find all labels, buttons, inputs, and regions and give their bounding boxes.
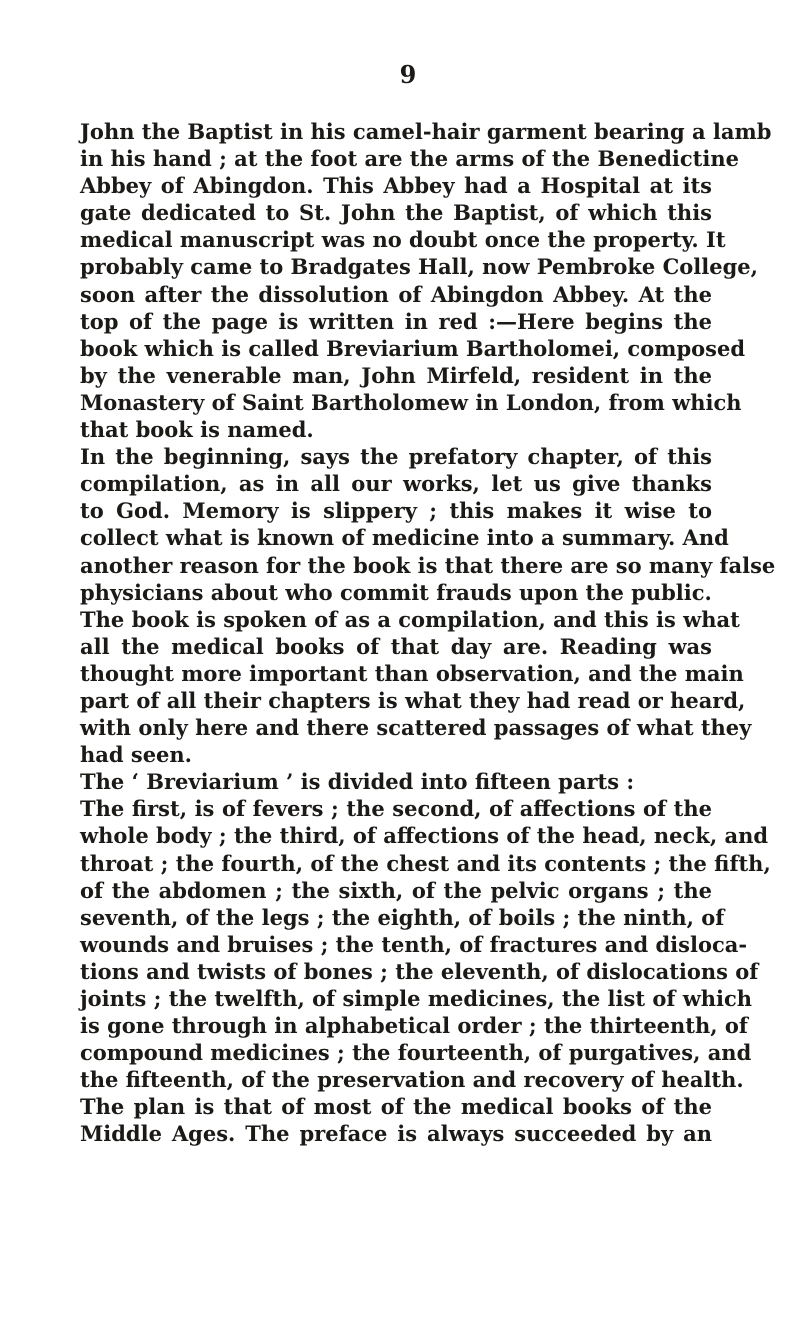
text-line: Monastery of Saint Bartholomew in London, from which (80, 389, 742, 415)
text-line: gate dedicated to St. John the Baptist, of which this (80, 200, 712, 226)
text-line: seventh, of the legs ; the eighth, of boils ; the ninth, of (80, 904, 725, 930)
text-line: that book is named. (80, 417, 314, 443)
text-line: to God. Memory is slippery ; this makes it wise to (80, 498, 712, 524)
text-line: soon after the dissolution of Abingdon Abbey. At the (80, 281, 712, 307)
text-line: with only here and there scattered passages of what they (80, 715, 752, 741)
text-line: physicians about who commit frauds upon the public. (80, 579, 712, 605)
text-line: part of all their chapters is what they had read or heard, (80, 687, 746, 713)
page-number: 9 (399, 60, 417, 89)
text-line: The plan is that of most of the medical books of the (80, 1094, 712, 1120)
text-line: Middle Ages. The preface is always succeeded by an (80, 1121, 712, 1147)
text-line: another reason for the book is that there are so many false (80, 552, 776, 578)
text-line: John the Baptist in his camel-hair garment bearing a lamb (80, 119, 772, 144)
text-line: compound medicines ; the fourteenth, of purgatives, and (80, 1040, 752, 1066)
text-line: compilation, as in all our works, let us give thanks (80, 471, 712, 497)
text-line: Abbey of Abingdon. This Abbey had a Hospital at its (80, 173, 712, 199)
text-line: medical manuscript was no doubt once the property. It (80, 227, 726, 253)
text-line: tions and twists of bones ; the eleventh, of dislocations of (80, 958, 759, 984)
text-line: The ‘ Breviarium ’ is divided into fifteen parts : (80, 769, 635, 795)
text-line: joints ; the twelfth, of simple medicines, the list of which (80, 986, 753, 1011)
text-line: throat ; the fourth, of the chest and its contents ; the fifth, (80, 850, 771, 876)
text-line: in his hand ; at the foot are the arms of the Benedictine (80, 146, 739, 172)
text-line: The book is spoken of as a compilation, and this is what (80, 606, 740, 632)
text-line: whole body ; the third, of affections of the head, neck, and (80, 823, 769, 849)
text-line: probably came to Bradgates Hall, now Pembroke College, (80, 254, 758, 280)
text-line: In the beginning, says the prefatory chapter, of this (80, 444, 712, 470)
text-line: top of the page is written in red :—Here begins the (80, 308, 712, 334)
text-line: wounds and bruises ; the tenth, of fractures and disloca- (80, 931, 748, 957)
text-line: book which is called Breviarium Bartholomei, composed (80, 335, 745, 361)
text-line: all the medical books of that day are. Reading was (80, 633, 712, 659)
text-line: is gone through in alphabetical order ; the thirteenth, of (80, 1013, 748, 1039)
text-line: The first, is of fevers ; the second, of affections of the (80, 796, 712, 822)
body-text (80, 118, 776, 1148)
text-line: thought more important than observation, and the main (80, 660, 744, 686)
text-line: collect what is known of medicine into a summary. And (80, 525, 729, 551)
text-line: the fifteenth, of the preservation and recovery of health. (80, 1067, 744, 1093)
text-line: of the abdomen ; the sixth, of the pelvic organs ; the (80, 877, 712, 903)
text-line: had seen. (80, 742, 192, 768)
text-line: by the venerable man, John Mirfeld, resident in the (80, 362, 712, 388)
